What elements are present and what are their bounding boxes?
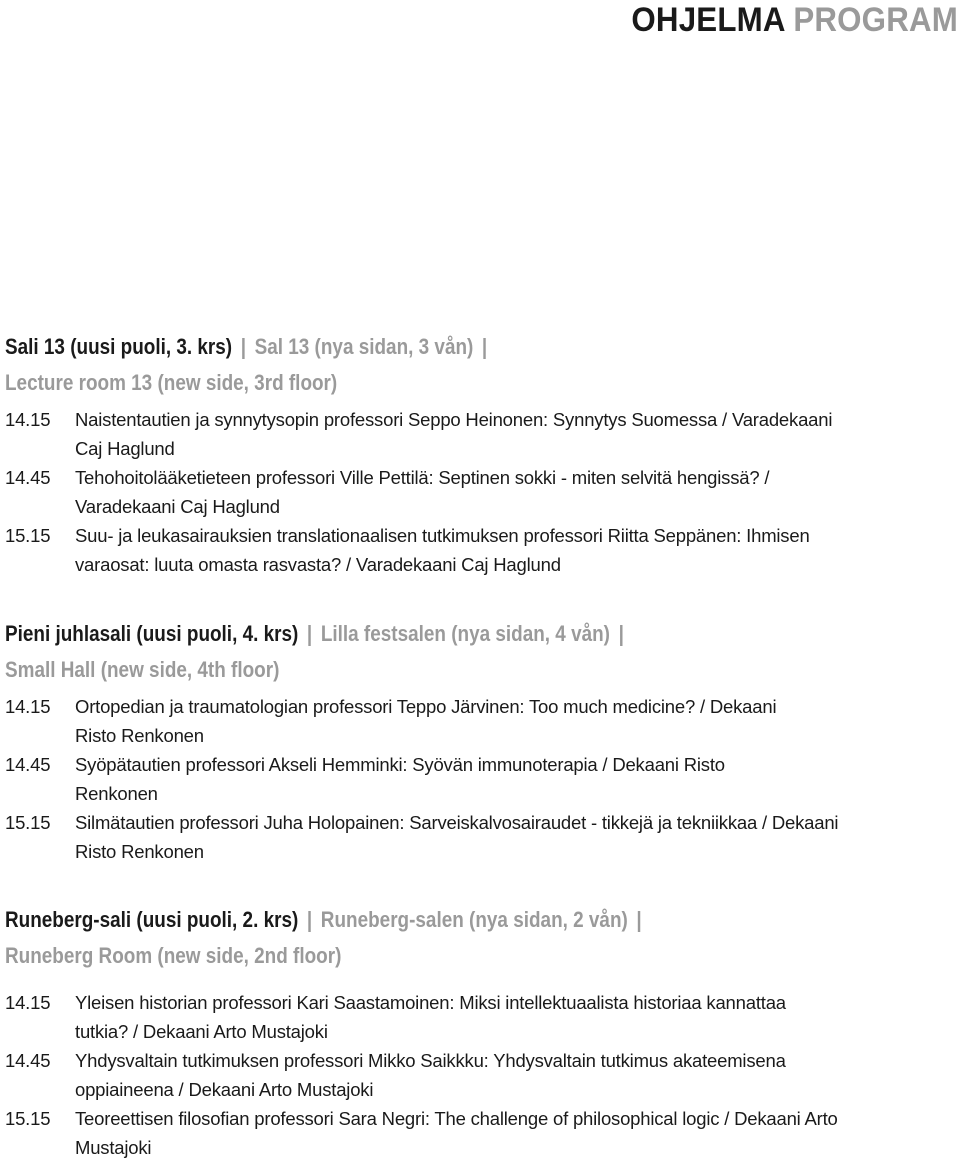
item-time: 15.15 [5, 812, 51, 833]
schedule-item [5, 1046, 955, 1104]
room-name-sv: Runeberg-salen (nya sidan, 2 vån) [320, 907, 628, 932]
item-description: Syöpätautien professori Akseli Hemminki: Syövän immunoterapia / Dekaani Risto Renkonen [75, 754, 725, 804]
room-heading [5, 329, 822, 365]
room-section-sali-13 [5, 329, 955, 579]
room-heading-en [5, 365, 822, 401]
room-name-en: Lecture room 13 (new side, 3rd floor) [5, 370, 338, 395]
item-time: 15.15 [5, 1108, 51, 1129]
schedule-item [5, 692, 955, 750]
schedule-list [5, 405, 955, 579]
schedule-list [5, 692, 955, 866]
item-time: 14.15 [5, 992, 51, 1013]
room-name-fi: Pieni juhlasali (uusi puoli, 4. krs) [5, 621, 299, 646]
item-time: 14.15 [5, 409, 51, 430]
room-name-sv: Sal 13 (nya sidan, 3 vån) [254, 334, 474, 359]
item-description: Suu- ja leukasairauksien translationaalisen tutkimuksen professori Riitta Seppänen: Ihmisen varaosat: luuta omasta rasvasta? / Varadekaani Caj Haglund [75, 525, 810, 575]
item-time: 14.45 [5, 754, 51, 775]
item-time: 14.45 [5, 1050, 51, 1071]
item-description: Ortopedian ja traumatologian professori Teppo Järvinen: Too much medicine? / Dekaani Risto Renkonen [75, 696, 777, 746]
item-description: Silmätautien professori Juha Holopainen: Sarveiskalvosairaudet - tikkejä ja tekniikkaa / Dekaani Risto Renkonen [75, 812, 839, 862]
item-description: Teoreettisen filosofian professori Sara Negri: The challenge of philosophical logic / Dekaani Arto Mustajoki [75, 1108, 838, 1158]
page-title-en: PROGRAM [793, 1, 958, 39]
schedule-item [5, 988, 955, 1046]
schedule-list [5, 988, 955, 1162]
room-heading [5, 902, 822, 938]
item-description: Naistentautien ja synnytysopin professori Seppo Heinonen: Synnytys Suomessa / Varadekaani Caj Haglund [75, 409, 833, 459]
room-heading-en [5, 938, 822, 974]
schedule-item [5, 405, 955, 463]
room-name-fi: Runeberg-sali (uusi puoli, 2. krs) [5, 907, 299, 932]
room-heading-en [5, 652, 822, 688]
schedule-item [5, 750, 955, 808]
schedule-item [5, 463, 955, 521]
room-name-fi: Sali 13 (uusi puoli, 3. krs) [5, 334, 233, 359]
schedule-item [5, 1104, 955, 1162]
item-time: 14.15 [5, 696, 51, 717]
room-name-en: Runeberg Room (new side, 2nd floor) [5, 943, 342, 968]
item-time: 15.15 [5, 525, 51, 546]
room-section-pieni-juhlasali [5, 616, 955, 866]
item-time: 14.45 [5, 467, 51, 488]
separator: | [636, 907, 642, 932]
item-description: Yleisen historian professori Kari Saastamoinen: Miksi intellektuaalista historiaa kannattaa tutkia? / Dekaani Arto Mustajoki [75, 992, 786, 1042]
page-title-fi: OHJELMA [631, 1, 785, 39]
room-name-sv: Lilla festsalen (nya sidan, 4 vån) [320, 621, 610, 646]
separator: | [240, 334, 247, 359]
room-name-en: Small Hall (new side, 4th floor) [5, 657, 280, 682]
item-description: Yhdysvaltain tutkimuksen professori Mikko Saikkku: Yhdysvaltain tutkimus akateemisena oppiaineena / Dekaani Arto Mustajoki [75, 1050, 786, 1100]
separator: | [306, 621, 313, 646]
separator: | [481, 334, 488, 359]
separator: | [618, 621, 624, 646]
schedule-item [5, 808, 955, 866]
room-heading [5, 616, 822, 652]
schedule-item [5, 521, 955, 579]
room-section-runeberg-sali [5, 902, 955, 1162]
page-title [631, 0, 958, 40]
separator: | [306, 907, 313, 932]
item-description: Tehohoitolääketieteen professori Ville Pettilä: Septinen sokki - miten selvitä hengissä? / Varadekaani Caj Haglund [75, 467, 770, 517]
